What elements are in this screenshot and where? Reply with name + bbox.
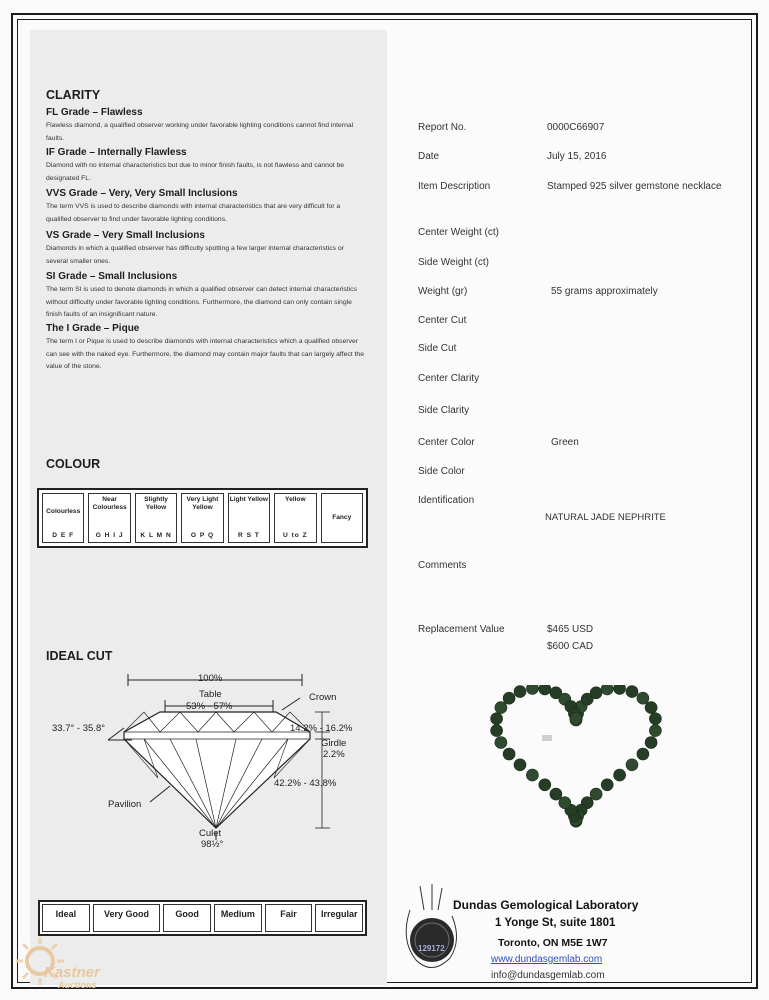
lab-name: Dundas Gemological Laboratory xyxy=(453,898,639,912)
jade-bead xyxy=(649,713,661,725)
jade-bead xyxy=(559,797,571,809)
center-color-label: Center Color xyxy=(418,437,475,448)
grade-si-title: SI Grade – Small Inclusions xyxy=(46,271,178,282)
colour-cell: Light Yellow R S T xyxy=(228,493,270,543)
grade-fl-title: FL Grade – Flawless xyxy=(46,107,143,118)
jade-bead xyxy=(539,685,551,695)
grade-vvs-desc: The term VVS is used to describe diamonds with internal characteristics that are very difficult for a qualified observer to find under favorable lighting conditions. xyxy=(46,203,341,223)
side-weight-label: Side Weight (ct) xyxy=(418,257,489,268)
jade-bead xyxy=(626,686,638,698)
jade-bead xyxy=(526,685,538,694)
watermark-line2: Auctions xyxy=(58,980,97,990)
cut-grade-cell: Irregular xyxy=(315,904,363,932)
lab-email: info@dundasgemlab.com xyxy=(491,970,605,981)
side-cut-label: Side Cut xyxy=(418,343,457,354)
colour-cell: Near Colourless G H I J xyxy=(88,493,130,543)
replacement-usd: $465 USD xyxy=(547,624,594,635)
jade-bead xyxy=(649,725,661,737)
grade-vs-title: VS Grade – Very Small Inclusions xyxy=(46,230,205,241)
replacement-value-label: Replacement Value xyxy=(418,624,505,635)
crown-angle-label: 33.7° - 35.8° xyxy=(52,723,106,734)
center-clarity-label: Center Clarity xyxy=(418,373,480,384)
center-cut-label: Center Cut xyxy=(418,315,467,326)
jade-bead xyxy=(637,748,649,760)
cut-grade-cell: Ideal xyxy=(42,904,90,932)
identification-label: Identification xyxy=(418,495,475,506)
crown-height-label: 14.2% - 16.2% xyxy=(290,723,353,734)
colour-cell: Fancy xyxy=(321,493,363,543)
culet-pct-label: 98½° xyxy=(201,839,224,850)
colour-cell: Slightly Yellow K L M N xyxy=(135,493,177,543)
culet-label: Culet xyxy=(199,828,222,839)
colour-cell: Colourless D E F xyxy=(42,493,84,543)
seal-number: 129172 xyxy=(418,944,445,953)
jade-bead xyxy=(491,725,503,737)
grade-vvs-title: VVS Grade – Very, Very Small Inclusions xyxy=(46,188,238,199)
jade-bead xyxy=(614,769,626,781)
center-weight-label: Center Weight (ct) xyxy=(418,227,499,238)
item-description-label: Item Description xyxy=(418,181,491,192)
jade-bead xyxy=(590,687,602,699)
jade-bead xyxy=(626,759,638,771)
center-color-value: Green xyxy=(551,437,579,448)
date-value: July 15, 2016 xyxy=(547,151,607,162)
jade-bead xyxy=(514,686,526,698)
crown-label: Crown xyxy=(309,692,337,703)
total-width-label: 100% xyxy=(198,673,223,684)
cut-grade-cell: Very Good xyxy=(93,904,161,932)
ideal-cut-heading: IDEAL CUT xyxy=(46,649,113,663)
grade-vs-desc: Diamonds in which a qualified observer has difficulty spotting a few larger internal characteristics or several smaller ones. xyxy=(46,245,344,265)
girdle-pct-label: 2.2% xyxy=(323,749,345,760)
colour-cell: Yellow U to Z xyxy=(274,493,316,543)
jade-bead xyxy=(495,702,507,714)
side-color-label: Side Color xyxy=(418,466,465,477)
jade-bead xyxy=(491,713,503,725)
jade-bead xyxy=(503,692,515,704)
pavilion-depth-label: 42.2% - 43.8% xyxy=(274,778,337,789)
colour-cell: Very Light Yellow O P Q xyxy=(181,493,223,543)
jade-bead xyxy=(614,685,626,694)
jade-bead xyxy=(550,788,562,800)
item-description-value: Stamped 925 silver gemstone necklace xyxy=(547,181,722,192)
pavilion-label: Pavilion xyxy=(108,799,142,810)
jade-necklace-photo xyxy=(486,685,666,835)
jade-bead xyxy=(645,737,657,749)
weight-gr-value: 55 grams approximately xyxy=(551,286,658,297)
girdle-label: Girdle xyxy=(321,738,347,749)
comments-label: Comments xyxy=(418,560,467,571)
table-range-label: 53% - 57% xyxy=(186,701,233,712)
clarity-heading: CLARITY xyxy=(46,88,101,102)
jade-bead xyxy=(526,769,538,781)
colour-scale-table xyxy=(37,488,368,548)
cut-grade-cell: Fair xyxy=(265,904,313,932)
lab-address1: 1 Yonge St, suite 1801 xyxy=(495,917,616,929)
side-clarity-label: Side Clarity xyxy=(418,405,470,416)
jade-bead xyxy=(601,685,613,695)
jade-bead xyxy=(590,788,602,800)
grade-i-title: The I Grade – Pique xyxy=(46,323,140,334)
grade-i-desc: The term I or Pique is used to describe diamonds with internal characteristics which a qualified observer can see with the naked eye. Furthermore, the diamond may contain major faults that can largely affect the value of the stone. xyxy=(46,338,364,370)
cut-grade-cell: Medium xyxy=(214,904,262,932)
jade-bead xyxy=(503,748,515,760)
date-label: Date xyxy=(418,151,440,162)
jade-bead xyxy=(645,702,657,714)
cut-grade-table xyxy=(38,900,367,936)
silver-clasp xyxy=(542,735,552,741)
identification-value: NATURAL JADE NEPHRITE xyxy=(545,512,666,523)
lab-address2: Toronto, ON M5E 1W7 xyxy=(498,937,608,949)
jade-bead xyxy=(601,779,613,791)
report-no-label: Report No. xyxy=(418,122,467,133)
grade-fl-desc: Flawless diamond, a qualified observer working under favorable lighting conditions cannot find internal faults. xyxy=(46,122,354,142)
weight-gr-label: Weight (gr) xyxy=(418,286,468,297)
lab-seal-logo xyxy=(392,880,464,980)
jade-bead xyxy=(539,779,551,791)
grade-if-title: IF Grade – Internally Flawless xyxy=(46,147,187,158)
replacement-cad: $600 CAD xyxy=(547,641,594,652)
cut-grade-cell: Good xyxy=(163,904,211,932)
jade-bead xyxy=(570,712,582,724)
watermark-line1: Kastner xyxy=(44,964,100,981)
colour-heading: COLOUR xyxy=(46,457,101,471)
report-no-value: 0000C66907 xyxy=(547,122,605,133)
grade-si-desc: The term SI is used to denote diamonds in which a qualified observer can detect internal characteristics without difficulty under favorable lighting conditions. Furthermore, the diamond can only contain single finish faults of an insignificant nature. xyxy=(46,286,357,318)
lab-website-link[interactable]: www.dundasgemlab.com xyxy=(491,954,603,965)
jade-bead xyxy=(495,737,507,749)
grade-if-desc: Diamond with no internal characteristics but due to minor finish faults, is not flawless and cannot be designated FL. xyxy=(46,162,345,182)
jade-bead xyxy=(514,759,526,771)
jade-bead xyxy=(637,692,649,704)
table-label: Table xyxy=(199,689,222,700)
